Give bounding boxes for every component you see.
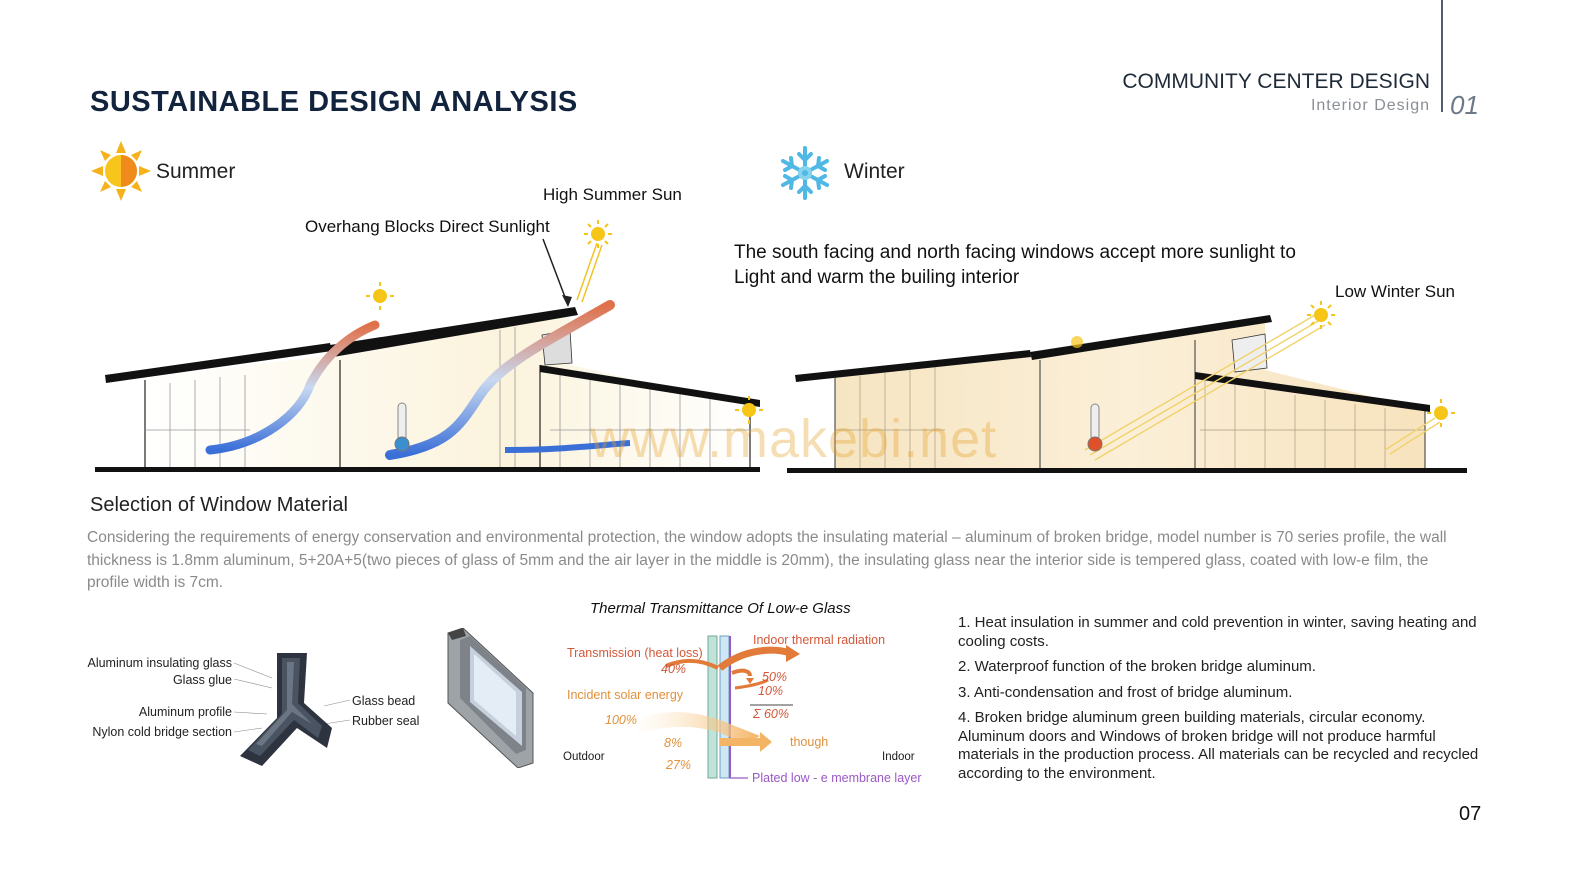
winter-description-line2: Light and warm the builing interior [734, 267, 1020, 288]
low-winter-sun-label: Low Winter Sun [1335, 282, 1455, 301]
summer-label: Summer [156, 160, 236, 183]
benefit-item: 3. Anti-condensation and frost of bridge aluminum. [958, 683, 1293, 701]
page-title: SUSTAINABLE DESIGN ANALYSIS [90, 86, 578, 118]
thermal-value-8: 8% [664, 736, 683, 750]
thermal-sum-60: Σ 60% [753, 707, 789, 721]
winter-description [734, 240, 1296, 290]
benefit-item: 2. Waterproof function of the broken bridge aluminum. [958, 658, 1316, 675]
overhang-label: Overhang Blocks Direct Sunlight [305, 217, 550, 236]
benefit-item: 4. Broken bridge aluminum green building materials, circular economy. Aluminum doors and Windows of broken bridge will not produce harmful materials in the production process. All materials can be recycled and recycled according to the environment. [958, 709, 1479, 782]
label-aluminum-insulating-glass: Aluminum insulating glass [87, 656, 232, 670]
winter-sun-icon-right [1425, 397, 1457, 429]
winter-low-sun-icon [1305, 299, 1337, 331]
watermark: www.makebi.net [590, 409, 998, 469]
label-glass-bead: Glass bead [352, 694, 416, 708]
winter-sun-icon-mid [1062, 327, 1092, 357]
thermal-outdoor-label: Outdoor [563, 751, 605, 763]
thermal-incident-value: 100% [605, 713, 637, 727]
thermal-incident-label: Incident solar energy [567, 688, 684, 702]
aluminum-profile-image [232, 648, 350, 776]
thermal-indoor-radiation-label: Indoor thermal radiation [753, 633, 886, 647]
section-number: 01 [1450, 90, 1479, 120]
label-nylon-section: Nylon cold bridge section [92, 725, 232, 739]
high-summer-sun-label: High Summer Sun [543, 185, 682, 204]
project-title: COMMUNITY CENTER DESIGN [1122, 70, 1430, 93]
summer-high-sun-icon [582, 218, 614, 250]
winter-description-line1: The south facing and north facing windows accept more sunlight to [734, 242, 1296, 263]
header-divider [1441, 0, 1443, 112]
page-number: 07 [1459, 803, 1482, 825]
thermal-value-27: 27% [666, 758, 692, 772]
thermal-value-50: 50% [762, 670, 788, 684]
window-material-heading: Selection of Window Material [90, 494, 348, 516]
benefit-item: 1. Heat insulation in summer and cold prevention in winter, saving heating and cooling costs. [958, 614, 1477, 650]
label-glass-glue: Glass glue [172, 673, 232, 687]
thermal-membrane-label: Plated low - e membrane layer [752, 771, 922, 785]
summer-sun-icon-left [364, 280, 396, 312]
thermal-value-10: 10% [758, 684, 784, 698]
project-subtitle: Interior Design [1310, 97, 1430, 114]
label-rubber-seal: Rubber seal [352, 714, 420, 728]
benefits-list [958, 614, 1488, 790]
window-material-paragraph: Considering the requirements of energy conservation and environmental protection, the window adopts the insulating material – aluminum of broken bridge, model number is 70 series profile, the wall thickness is 1.8mm aluminum, 5+20A+5(two pieces of glass of 5mm and the air layer in the middle is 20mm), the insulating glass near the interior side is tempered glass, coated with low-e film, the profile width is 7cm. [87, 529, 1447, 591]
thermal-though-label: though [790, 735, 829, 749]
sun-icon [90, 140, 152, 202]
thermal-transmission-label: Transmission (heat loss) [567, 646, 703, 660]
label-aluminum-profile: Aluminum profile [138, 705, 232, 719]
thermal-indoor-label: Indoor [882, 751, 915, 763]
thermal-title: Thermal Transmittance Of Low-e Glass [590, 600, 851, 617]
snowflake-icon [776, 144, 834, 202]
thermal-transmission-value: 40% [661, 662, 687, 676]
window-corner-image [438, 628, 538, 768]
winter-label: Winter [844, 160, 905, 183]
